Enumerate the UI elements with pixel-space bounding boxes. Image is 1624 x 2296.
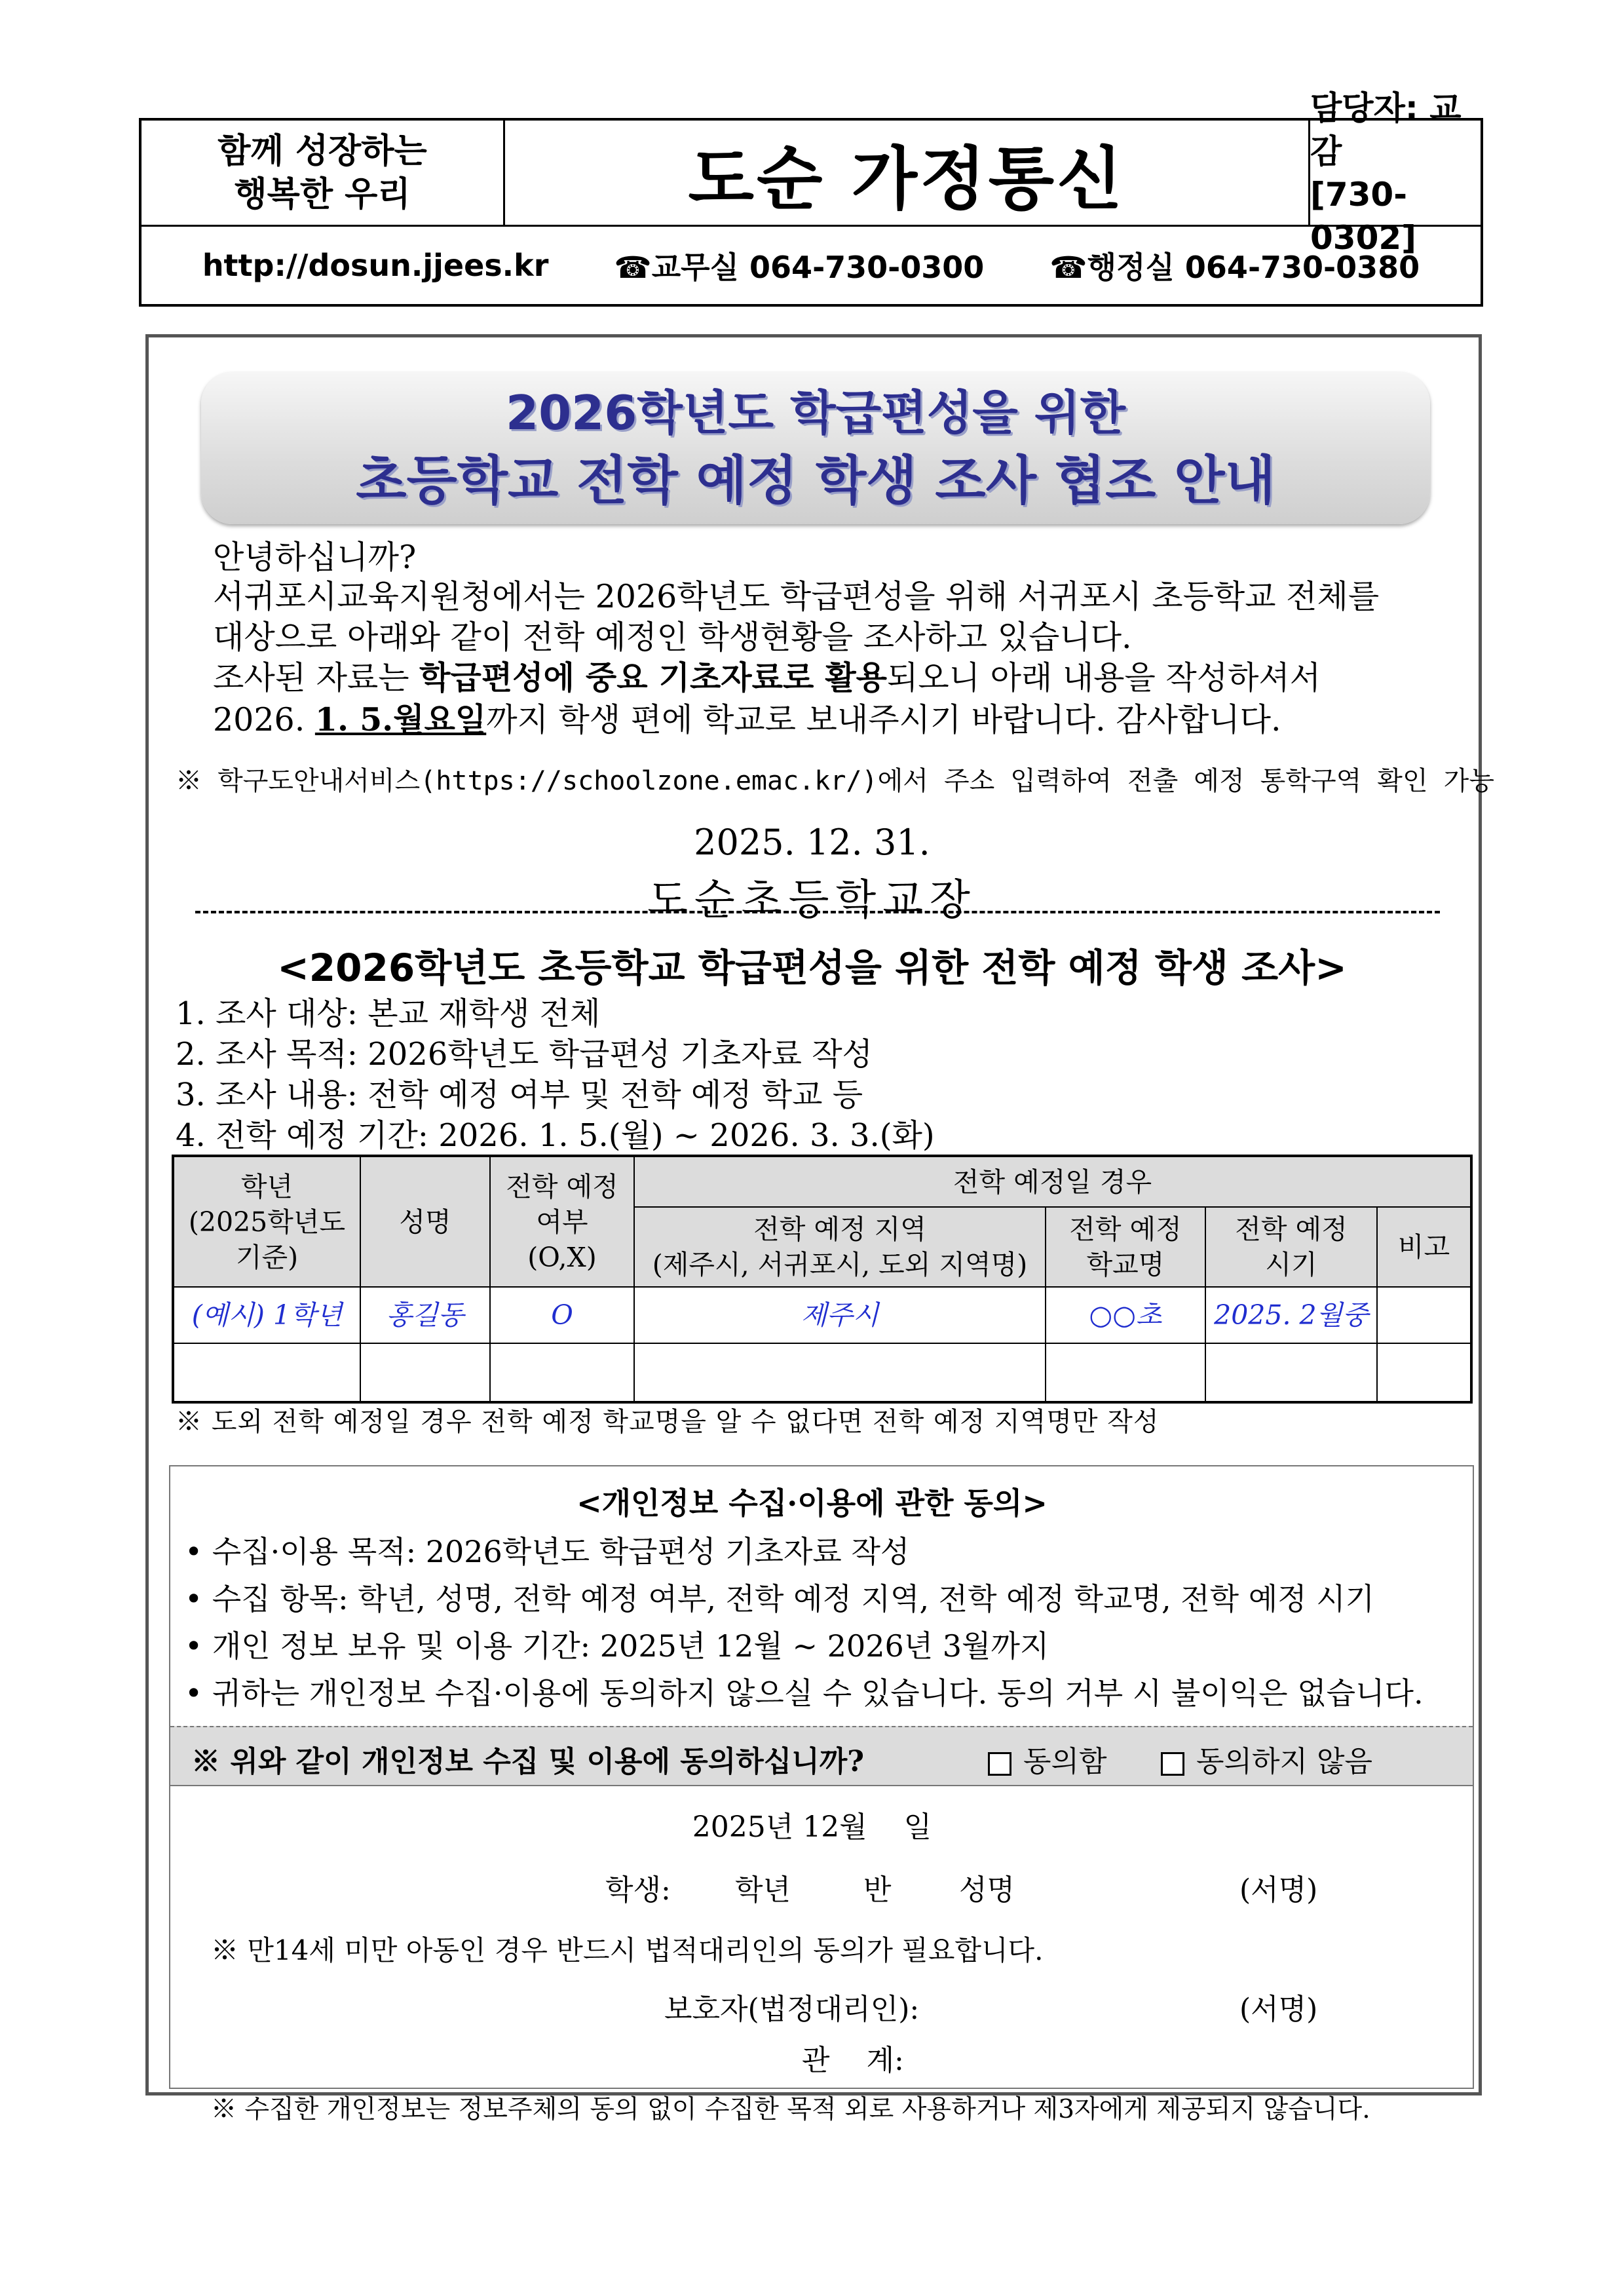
- slogan: [142, 121, 505, 227]
- survey-item-2: 2. 조사 목적: 2026학년도 학급편성 기초자료 작성: [176, 1036, 873, 1073]
- entry-name[interactable]: [360, 1343, 490, 1402]
- agree-option[interactable]: [988, 1738, 1107, 1780]
- consent-bullet-4: • 귀하는 개인정보 수집·이용에 동의하지 않으실 수 있습니다. 동의 거부 시 불이익은 없습니다.: [185, 1675, 1424, 1711]
- paragraph-line4: [213, 695, 1281, 740]
- p3-post: 까지 학생 편에 학교로 보내주시기 바랍니다. 감사합니다.: [486, 701, 1281, 738]
- paragraph-line1: 서귀포시교육지원청에서는 2026학년도 학급편성을 위해 서귀포시 초등학교 전체를: [213, 578, 1380, 615]
- paragraph-line2: 대상으로 아래와 같이 전학 예정인 학생현황을 조사하고 있습니다.: [213, 619, 1132, 656]
- table-note: ※ 도외 전학 예정일 경우 전학 예정 학교명을 알 수 없다면 전학 예정 지역명만 작성: [176, 1407, 1160, 1437]
- example-time: 2025. 2월중: [1205, 1287, 1377, 1343]
- time-header: [1205, 1207, 1377, 1287]
- transfer-header-l1: 전학 예정: [506, 1170, 618, 1202]
- cut-line: [195, 911, 1440, 913]
- consent-title: <개인정보 수집·이용에 관한 동의>: [576, 1485, 1048, 1521]
- region-header-sub: (제주시, 서귀포시, 도외 지역명): [652, 1249, 1028, 1280]
- guardian-label: 보호자(법정대리인):: [664, 1993, 920, 2026]
- entry-region[interactable]: [634, 1343, 1046, 1402]
- entry-grade[interactable]: [173, 1343, 360, 1402]
- manager-info: [1310, 88, 1481, 257]
- entry-time[interactable]: [1205, 1343, 1377, 1402]
- example-note: [1377, 1287, 1471, 1343]
- sign-date: 2025년 12월 일: [692, 1810, 932, 1844]
- student-label: 학생:: [605, 1873, 671, 1907]
- disagree-option[interactable]: [1161, 1738, 1372, 1780]
- survey-title: <2026학년도 초등학교 학급편성을 위한 전학 예정 학생 조사>: [277, 946, 1347, 990]
- website-link[interactable]: http://dosun.jjees.kr: [202, 248, 549, 283]
- region-header-label: 전학 예정 지역: [753, 1214, 926, 1245]
- region-header: [634, 1207, 1046, 1287]
- name-header: 성명: [360, 1156, 490, 1287]
- slogan-line1: 함께 성장하는: [217, 131, 427, 171]
- agree-question: ※ 위와 같이 개인정보 수집 및 이용에 동의하십니까?: [191, 1745, 865, 1778]
- office-phone: ☎교무실 064-730-0300: [614, 250, 985, 285]
- newsletter-title: 도순 가정통신: [505, 121, 1310, 227]
- school-header: [1046, 1207, 1205, 1287]
- principal-name: 도순초등학교장: [647, 876, 977, 925]
- consent-bullet-3: • 개인 정보 보유 및 이용 기간: 2025년 12월 ~ 2026년 3월까지: [185, 1628, 1049, 1664]
- class-label: 반: [863, 1873, 892, 1907]
- consent-bullet-2: • 수집 항목: 학년, 성명, 전학 예정 여부, 전학 예정 지역, 전학 예정 학교명, 전학 예정 시기: [185, 1581, 1375, 1617]
- school-header-l1: 전학 예정: [1069, 1214, 1182, 1245]
- time-header-l1: 전학 예정: [1235, 1214, 1348, 1245]
- example-name: 홍길동: [360, 1287, 490, 1343]
- contact-row: [142, 227, 1481, 304]
- example-school: ○○초: [1046, 1287, 1205, 1343]
- transfer-header-l2: 여부: [536, 1206, 588, 1238]
- agree-label: 동의함: [1023, 1745, 1107, 1778]
- transfer-header-l3: (O,X): [527, 1241, 597, 1273]
- school-header-l2: 학교명: [1086, 1249, 1165, 1280]
- slogan-line2: 행복한 우리: [234, 174, 411, 214]
- admin-phone: ☎행정실 064-730-0380: [1049, 250, 1420, 285]
- letter-date: 2025. 12. 31.: [694, 822, 930, 863]
- title-banner: [201, 372, 1430, 524]
- p3-pre: 2026.: [213, 701, 315, 738]
- guardian-signature[interactable]: (서명): [1239, 1993, 1318, 2026]
- group-header: 전학 예정일 경우: [634, 1156, 1471, 1207]
- grade-header: [173, 1156, 360, 1287]
- relation-label: 관 계:: [802, 2044, 904, 2077]
- grade-header-label: 학년: [240, 1170, 293, 1202]
- p2-pre: 조사된 자료는: [213, 659, 420, 697]
- entry-note[interactable]: [1377, 1343, 1471, 1402]
- deadline: 1. 5.월요일: [314, 700, 487, 738]
- entry-school[interactable]: [1046, 1343, 1205, 1402]
- example-row: [173, 1287, 1471, 1343]
- example-region: 제주시: [634, 1287, 1046, 1343]
- entry-row[interactable]: [173, 1343, 1471, 1402]
- example-transfer: O: [490, 1287, 634, 1343]
- example-grade: (예시) 1학년: [173, 1287, 360, 1343]
- banner-line1: 2026학년도 학급편성을 위한: [505, 385, 1126, 440]
- time-header-l2: 시기: [1265, 1249, 1317, 1280]
- survey-item-3: 3. 조사 내용: 전학 예정 여부 및 전학 예정 학교 등: [176, 1077, 863, 1113]
- grade-label: 학년: [735, 1873, 791, 1907]
- name-label: 성명: [959, 1873, 1015, 1907]
- disagree-label: 동의하지 않음: [1196, 1745, 1373, 1778]
- survey-item-1: 1. 조사 대상: 본교 재학생 전체: [176, 995, 601, 1032]
- usage-note: ※ 수집한 개인정보는 정보주체의 동의 없이 수집한 목적 외로 사용하거나 제3자에게 제공되지 않습니다.: [211, 2095, 1370, 2124]
- transfer-header: [490, 1156, 634, 1287]
- consent-bullet-1: • 수집·이용 목적: 2026학년도 학급편성 기초자료 작성: [185, 1534, 910, 1569]
- survey-item-4: 4. 전학 예정 기간: 2026. 1. 5.(월) ~ 2026. 3. 3.(화): [176, 1117, 935, 1154]
- checkbox-agree[interactable]: [988, 1752, 1011, 1776]
- checkbox-disagree[interactable]: [1161, 1752, 1184, 1776]
- note-header: 비고: [1377, 1207, 1471, 1287]
- newsletter-header: [139, 88, 1483, 307]
- banner-line2: 초등학교 전학 예정 학생 조사 협조 안내: [356, 450, 1275, 511]
- p2-post: 되오니 아래 내용을 작성하셔서: [887, 659, 1321, 697]
- survey-table: [172, 1155, 1473, 1404]
- reference-note: ※ 학구도안내서비스(https://schoolzone.emac.kr/)에서 주소 입력하여 전출 예정 통학구역 확인 가능: [176, 766, 1494, 796]
- p2-bold: 학급편성에 중요 기초자료로 활용: [419, 659, 888, 697]
- greeting: 안녕하십니까?: [213, 539, 417, 576]
- entry-transfer[interactable]: [490, 1343, 634, 1402]
- student-signature[interactable]: (서명): [1239, 1873, 1318, 1907]
- minor-note: ※ 만14세 미만 아동인 경우 반드시 법적대리인의 동의가 필요합니다.: [211, 1934, 1044, 1966]
- manager-phone: [730-0302]: [1310, 175, 1417, 257]
- grade-header-sub1: (2025학년도: [188, 1206, 346, 1238]
- grade-header-sub2: 기준): [235, 1241, 299, 1273]
- paragraph-line3: [213, 653, 1321, 698]
- manager-label: 담당자: 교감: [1310, 88, 1462, 170]
